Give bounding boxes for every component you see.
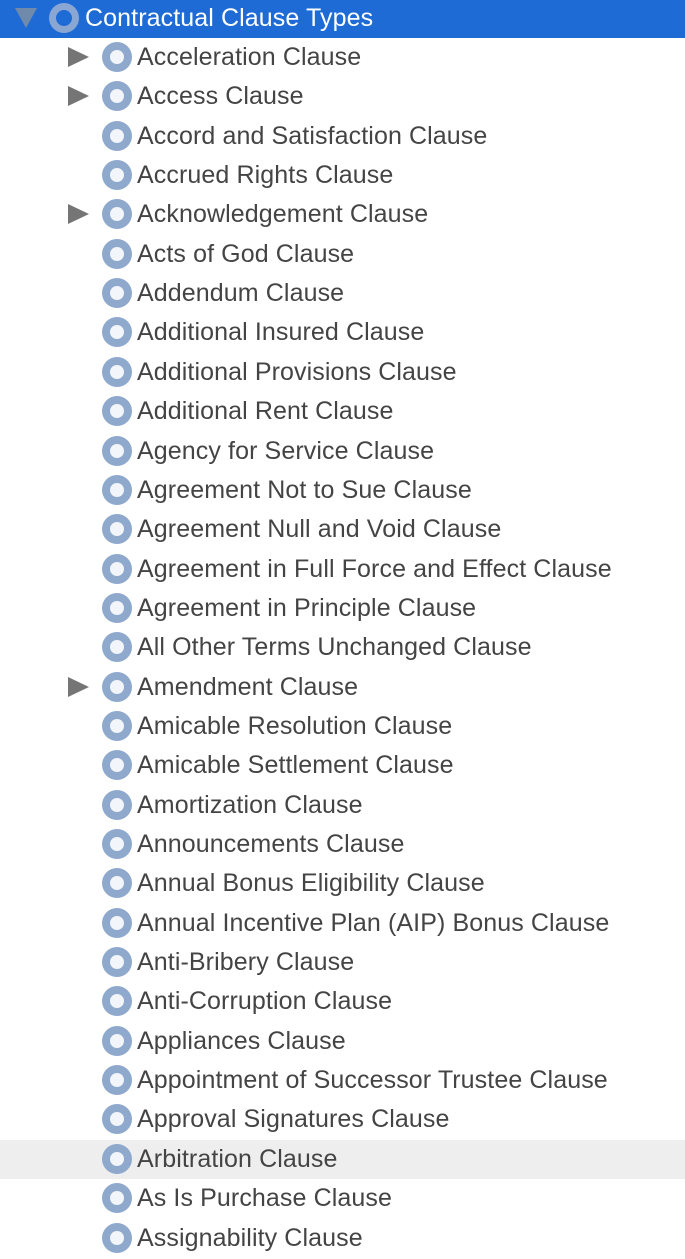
tree-item-label: Approval Signatures Clause	[137, 1105, 450, 1133]
tree-item[interactable]	[0, 353, 685, 392]
tree-root-label: Contractual Clause Types	[85, 4, 374, 32]
ring-node-icon	[102, 593, 132, 623]
tree-item[interactable]	[0, 38, 685, 77]
tree-item-label: Amortization Clause	[137, 791, 363, 819]
tree-item-label: Agreement in Principle Clause	[137, 594, 477, 622]
tree-item[interactable]	[0, 117, 685, 156]
tree-item-label: Agreement Not to Sue Clause	[137, 476, 472, 504]
tree-item[interactable]	[0, 274, 685, 313]
tree-item[interactable]	[0, 471, 685, 510]
tree-item[interactable]	[0, 943, 685, 982]
tree-item[interactable]	[0, 1022, 685, 1061]
expand-toggle-icon[interactable]	[68, 86, 89, 106]
tree-item[interactable]	[0, 195, 685, 234]
tree-item-label: Amicable Settlement Clause	[137, 751, 454, 779]
tree-item[interactable]	[0, 786, 685, 825]
ring-node-icon	[102, 986, 132, 1016]
tree-item-label: Annual Incentive Plan (AIP) Bonus Clause	[137, 909, 610, 937]
ring-node-icon	[102, 1144, 132, 1174]
ring-node-icon	[102, 1183, 132, 1213]
tree-item[interactable]	[0, 707, 685, 746]
tree-item[interactable]	[0, 1061, 685, 1100]
ring-node-icon	[102, 790, 132, 820]
tree-root-row[interactable]	[0, 0, 685, 38]
ring-node-icon	[102, 632, 132, 662]
tree-item-label: Arbitration Clause	[137, 1145, 338, 1173]
tree-item-label: Accrued Rights Clause	[137, 161, 394, 189]
ring-node-icon	[102, 42, 132, 72]
tree-item[interactable]	[0, 432, 685, 471]
tree-item-label: Amicable Resolution Clause	[137, 712, 453, 740]
ring-node-icon	[102, 711, 132, 741]
tree-item-label: Additional Insured Clause	[137, 318, 425, 346]
tree-item[interactable]	[0, 1140, 685, 1179]
ring-node-icon	[102, 357, 132, 387]
collapse-toggle-icon[interactable]	[15, 8, 37, 28]
ring-node-icon	[102, 239, 132, 269]
tree-item[interactable]	[0, 746, 685, 785]
ring-node-icon	[102, 1223, 132, 1253]
ring-node-icon	[102, 199, 132, 229]
expand-toggle-icon[interactable]	[68, 204, 89, 224]
tree-item[interactable]	[0, 982, 685, 1021]
tree-item-label: Assignability Clause	[137, 1224, 363, 1252]
tree-item[interactable]	[0, 1100, 685, 1139]
tree-item-label: Additional Provisions Clause	[137, 358, 457, 386]
tree-item-label: Amendment Clause	[137, 673, 359, 701]
tree-item-label: Acts of God Clause	[137, 240, 355, 268]
ring-node-icon	[102, 554, 132, 584]
ring-node-icon	[102, 317, 132, 347]
ring-node-icon	[102, 1104, 132, 1134]
tree-item-label: As Is Purchase Clause	[137, 1184, 392, 1212]
tree-item-label: Acceleration Clause	[137, 43, 362, 71]
tree-item-label: Additional Rent Clause	[137, 397, 394, 425]
tree-item[interactable]	[0, 864, 685, 903]
tree-item-label: Appliances Clause	[137, 1027, 346, 1055]
tree-item[interactable]	[0, 904, 685, 943]
ring-node-icon	[102, 121, 132, 151]
tree-item-label: Addendum Clause	[137, 279, 345, 307]
tree-item-label: Acknowledgement Clause	[137, 200, 429, 228]
tree-item-label: Access Clause	[137, 82, 304, 110]
tree-item-label: Annual Bonus Eligibility Clause	[137, 869, 485, 897]
tree-item[interactable]	[0, 1179, 685, 1218]
ring-node-icon	[102, 396, 132, 426]
tree-item[interactable]	[0, 589, 685, 628]
ring-node-icon	[102, 278, 132, 308]
tree-item[interactable]	[0, 235, 685, 274]
ring-node-icon	[102, 1026, 132, 1056]
tree-item-label: Anti-Bribery Clause	[137, 948, 355, 976]
ring-node-icon	[102, 750, 132, 780]
tree-item[interactable]	[0, 156, 685, 195]
tree-item[interactable]	[0, 77, 685, 116]
tree-item[interactable]	[0, 392, 685, 431]
expand-toggle-icon[interactable]	[68, 47, 89, 67]
tree-item[interactable]	[0, 313, 685, 352]
tree-item-label: Agreement in Full Force and Effect Clause	[137, 555, 612, 583]
ring-node-icon	[102, 908, 132, 938]
tree-item-label: Agreement Null and Void Clause	[137, 515, 502, 543]
tree-item-label: Accord and Satisfaction Clause	[137, 122, 488, 150]
ring-node-icon	[102, 829, 132, 859]
ring-node-icon	[102, 947, 132, 977]
ring-node-icon	[49, 3, 79, 33]
tree-item[interactable]	[0, 550, 685, 589]
tree-item-label: Appointment of Successor Trustee Clause	[137, 1066, 608, 1094]
ring-node-icon	[102, 475, 132, 505]
ring-node-icon	[102, 160, 132, 190]
tree-item-label: Agency for Service Clause	[137, 437, 435, 465]
tree-item[interactable]	[0, 628, 685, 667]
tree-item-label: All Other Terms Unchanged Clause	[137, 633, 532, 661]
ring-node-icon	[102, 672, 132, 702]
ring-node-icon	[102, 514, 132, 544]
tree-item[interactable]	[0, 668, 685, 707]
ring-node-icon	[102, 868, 132, 898]
tree-item-label: Announcements Clause	[137, 830, 405, 858]
ring-node-icon	[102, 81, 132, 111]
ring-node-icon	[102, 436, 132, 466]
ring-node-icon	[102, 1065, 132, 1095]
tree-item[interactable]	[0, 510, 685, 549]
tree-item[interactable]	[0, 825, 685, 864]
expand-toggle-icon[interactable]	[68, 677, 89, 697]
tree-item-label: Anti-Corruption Clause	[137, 987, 393, 1015]
tree-item[interactable]	[0, 1219, 685, 1258]
